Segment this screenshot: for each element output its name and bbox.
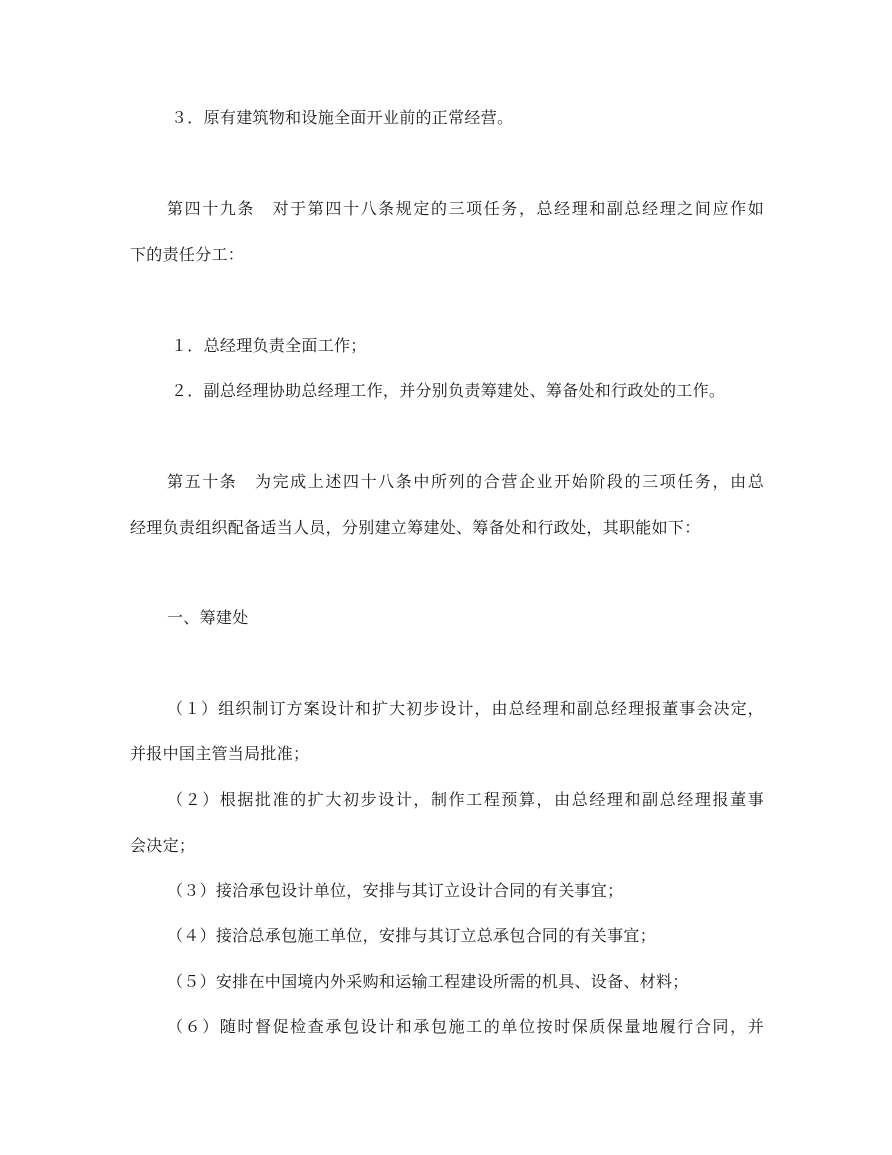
- article-50-line-2: 经理负责组织配备适当人员，分别建立筹建处、筹备处和行政处，其职能如下：: [130, 518, 701, 537]
- item-1-line: １．总经理负责全面工作；: [171, 336, 367, 355]
- duty-6-line-1: （６）随时督促检查承包设计和承包施工的单位按时保质保量地履行合同，并: [167, 1017, 764, 1036]
- duty-2-line-1: （２）根据批准的扩大初步设计，制作工程预算，由总经理和副总经理报董事: [167, 790, 764, 809]
- article-49-line-1: 第四十九条 对于第四十八条规定的三项任务，总经理和副总经理之间应作如: [167, 199, 764, 218]
- duty-2-line-2: 会决定；: [130, 836, 196, 855]
- duty-4-line: （４）接洽总承包施工单位，安排与其订立总承包合同的有关事宜；: [167, 926, 657, 945]
- item-2-line: ２．副总经理协助总经理工作，并分别负责筹建处、筹备处和行政处的工作。: [171, 381, 726, 400]
- article-49-line-2: 下的责任分工：: [130, 245, 245, 264]
- duty-1-line-2: 并报中国主管当局批准；: [130, 744, 310, 763]
- section-heading-construction: 一、筹建处: [167, 608, 249, 627]
- duty-5-line: （５）安排在中国境内外采购和运输工程建设所需的机具、设备、材料；: [167, 972, 689, 991]
- item-3-line: ３．原有建筑物和设施全面开业前的正常经营。: [171, 108, 514, 127]
- duty-3-line: （３）接洽承包设计单位，安排与其订立设计合同的有关事宜；: [167, 881, 624, 900]
- duty-1-line-1: （１）组织制订方案设计和扩大初步设计，由总经理和副总经理报董事会决定，: [167, 699, 764, 718]
- article-50-line-1: 第五十条 为完成上述四十八条中所列的合营企业开始阶段的三项任务，由总: [167, 472, 764, 491]
